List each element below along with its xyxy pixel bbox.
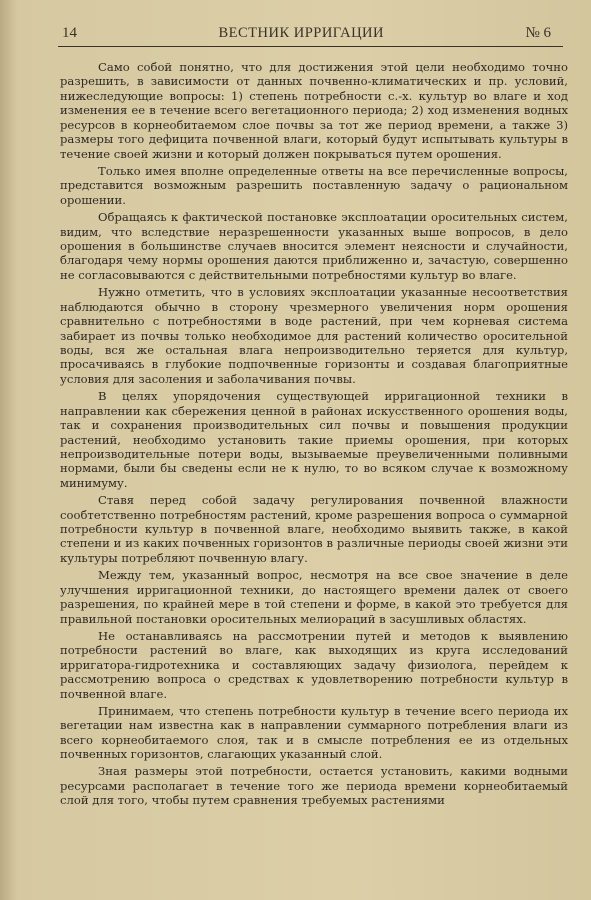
page-header xyxy=(62,22,551,44)
issue-number: № 6 xyxy=(525,24,551,41)
paragraph: Зная размеры этой потребности, остается установить, какими водными ресурсами располагает в течение того же периода времени корнеобитаемый слой для того, чтобы путем сравнения требуемых растениями xyxy=(60,764,568,808)
paragraph: В целях упорядочения существующей ирригационной техники в направлении как сбережения ценной в районах искусственного орошения воды, так и сохранения производительных сил почвы и повышения продукции растений, необходимо установить такие приемы орошения, при которых непроизводительные потери воды, вызываемые преувеличенными поливными нормами, были бы сведены если не к нулю, то во всяком случае к возможному минимуму. xyxy=(60,389,568,490)
paragraph: Только имея вполне определенные ответы на все перечисленные вопросы, представится возможным разрешить поставленную задачу о рациональном орошении. xyxy=(60,163,568,207)
journal-title: ВЕСТНИК ИРРИГАЦИИ xyxy=(218,24,384,41)
page-number: 14 xyxy=(62,24,77,41)
header-rule xyxy=(58,46,563,47)
paragraph: Между тем, указанный вопрос, несмотря на все свое значение в деле улучшения ирригационной техники, до настоящего времени далек от своего разрешения, по крайней мере в той степени и форме, в какой это требуется для правильной постановки оросительных мелиораций в засушливых областях. xyxy=(60,568,568,626)
article-body xyxy=(60,60,568,808)
paragraph: Принимаем, что степень потребности культур в течение всего периода их вегетации нам известна как в направлении суммарного потребления влаги из всего корнеобитаемого слоя, так и в смысле потребления ее из отдельных почвенных горизонтов, слагающих указанный слой. xyxy=(60,703,568,762)
paragraph: Обращаясь к фактической постановке эксплоатации оросительных систем, видим, что вследствие неразрешенности указанных выше вопросов, в дело орошения в большинстве случаев вносится элемент неясности и случайности, благодаря чему нормы орошения даются приближенно и, зачастую, совершенно не согласовываются с действительными потребностями культур во влаге. xyxy=(60,210,568,282)
paragraph: Ставя перед собой задачу регулирования почвенной влажности сообтетственно потребностям растений, кроме разрешения вопроса о суммарной потребности культур в почвенной влаге, необходимо выявить также, в какой степени и из каких почвенных горизонтов в различные периоды своей жизни эти культуры потребляют почвенную влагу. xyxy=(60,493,568,565)
paragraph: Само собой понятно, что для достижения этой цели необходимо точно разрешить, в зависимости от данных почвенно-климатических и пр. условий, нижеследующие вопросы: 1) степень потребности с.-х. культур во влаге и ход изменения ее в течение всего вегетационного периода; 2) ход изменения водных ресурсов в корнеобитаемом слое почвы за тот же период времени, а также 3) размеры того дефицита почвенной влаги, который будут испытывать культуры в течение своей жизни и который должен покрываться путем орошения. xyxy=(60,60,568,161)
paragraph: Не останавливаясь на рассмотрении путей и методов к выявлению потребности растений во влаге, как выходящих из круга исследований ирригатора-гидротехника и составляющих задачу физиолога, перейдем к рассмотрению вопроса о средствах к удовлетворению потребности культур в почвенной влаге. xyxy=(60,628,568,701)
paragraph: Нужно отметить, что в условиях эксплоатации указанные несоответствия наблюдаются обычно в сторону чрезмерного увеличения норм орошения сравнительно с потребностями в воде растений, при чем корневая система забирает из почвы только необходимое для растений количество оросительной воды, вся же остальная влага непроизводительно теряется для культур, просачиваясь в глубокие подпочвенные горизонты и создавая благоприятные условия для засоления и заболачивания почвы. xyxy=(60,285,568,386)
